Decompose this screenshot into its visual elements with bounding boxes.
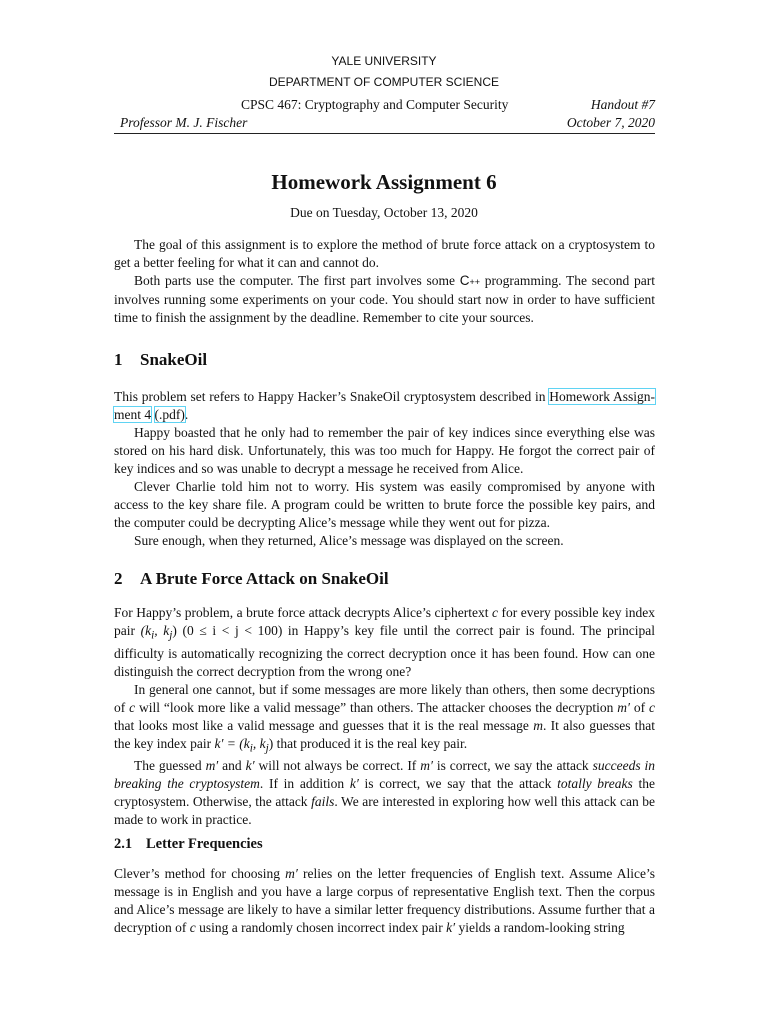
s2-p3-fails: fails <box>311 794 335 810</box>
section-1-heading <box>114 350 207 370</box>
s2-p2-text-a: In general one cannot, but if some messages are more likely than others, then some decryptions of <box>114 681 655 715</box>
subsection-2-1-heading <box>114 836 263 853</box>
university-name: YALE UNIVERSITY <box>331 54 437 68</box>
s2-p1-var-c: c <box>492 605 499 620</box>
s2-p1-text-c: ) (0 ≤ i < j < 100) in Happy’s key file until the correct pair is found. The principal difficulty is automatically recognizing the correct decryption once it has been found. How can one distinguish the correct decryption from the wrong one? <box>114 623 655 679</box>
section-2-paragraph-3 <box>114 757 655 829</box>
cpp-c: C <box>459 273 470 288</box>
s2-p3-text-d: is correct, we say the attack <box>432 758 593 774</box>
section-2-body <box>114 604 655 829</box>
s2-p1-key-pair: ($k_i$, $k_j$ <box>140 623 173 642</box>
cpp-plusplus: ++ <box>469 277 480 287</box>
s2-p3-var-kprime2: k′ <box>349 776 359 792</box>
handout-date: October 7, 2020 <box>566 115 655 130</box>
s21-p1-text-b: relies on the letter frequencies of English text. Assume Alice’s message is in English and you have a large corpus of representative English text. Then the corpus and Alice’s message are likely to have a similar letter frequency distributions. Assume further that a decryption of <box>114 866 655 935</box>
document-title: Homework Assignment 6 <box>271 170 497 194</box>
intro-p2-text-b: programming. The second part involves running some experiments on your code. You should start now in order to have sufficient time to finish the assignment by the deadline. Remember to cite your sources. <box>114 273 655 325</box>
s2-p2-var-mprime: m′ <box>617 699 630 715</box>
handout-number: Handout #7 <box>590 97 655 112</box>
s2-p3-text-a: The guessed <box>134 758 206 774</box>
s2-p3-var-mprime2: m′ <box>420 758 433 774</box>
s2-p2-text-f: ) that produced it is the real key pair. <box>268 735 468 751</box>
subsection-2-1-paragraph-1 <box>114 865 655 937</box>
s2-p2-text-d: that looks most like a valid message and guesses that it is the real message <box>114 717 534 733</box>
s2-p2-kprime-eq: $k' = (k_i$, $k_j$ <box>214 735 269 755</box>
s1-p1-text-a: This problem set refers to Happy Hacker’s SnakeOil cryptosystem described in <box>114 389 550 404</box>
pdf-link[interactable]: (.pdf) <box>154 407 185 422</box>
department-name: DEPARTMENT OF COMPUTER SCIENCE <box>268 75 500 89</box>
s21-p1-var-mprime: m′ <box>285 866 298 881</box>
s21-p1-var-c: c <box>189 920 196 935</box>
s2-p2-text-e: . It also guesses that the key index pair <box>114 717 655 751</box>
s1-p1-text-b: . <box>184 407 189 422</box>
subsection-2-1-number: 2.1 <box>114 836 133 852</box>
section-1-paragraph-2: Happy boasted that he only had to remember the pair of key indices since everything else was stored on his hard disk. Unfortunately, this was too much for Happy. He forgot the correct pair of key indices and so was unable to decrypt a message he received from Alice. <box>114 425 655 476</box>
section-1-number: 1 <box>114 350 123 369</box>
s2-p3-text-h: . We are interested in exploring how well this attack can be made to work in practice. <box>114 794 655 828</box>
section-2-title: A Brute Force Attack on SnakeOil <box>140 569 389 588</box>
section-2-number: 2 <box>114 569 123 588</box>
s2-p2-text-b: will “look more like a valid message” than others. The attacker chooses the decryption <box>135 699 618 715</box>
s2-p2-var-c: c <box>129 699 136 715</box>
s2-p3-var-mprime: m′ <box>205 758 219 774</box>
s2-p3-text-c: will not always be correct. If <box>254 758 421 774</box>
section-2-heading <box>114 569 389 589</box>
s21-p1-text-d: yields a random-looking string <box>455 920 625 935</box>
s21-p1-text-c: using a randomly chosen incorrect index pair <box>195 920 447 935</box>
s2-p1-text-a: For Happy’s problem, a brute force attack decrypts Alice’s ciphertext <box>114 605 493 620</box>
intro-p2-text-a: Both parts use the computer. The first part involves some <box>134 273 460 288</box>
intro-paragraph-1: The goal of this assignment is to explore the method of brute force attack on a cryptosystem to get a better feeling for what it can and cannot do. <box>114 237 655 270</box>
subsection-2-1-body <box>114 865 655 937</box>
homework-4-link[interactable]: Homework Assign-ment 4 <box>114 389 655 422</box>
s2-p3-text-e: . If in addition <box>259 776 350 792</box>
section-1-paragraph-1 <box>114 388 655 424</box>
s2-p3-succeeds: succeeds in breaking the cryptosystem <box>114 758 655 792</box>
s21-p1-text-a: Clever’s method for choosing <box>114 866 286 881</box>
s2-p3-text-b: and <box>218 758 246 774</box>
s2-p3-var-kprime: k′ <box>245 758 255 774</box>
intro-section <box>114 236 655 327</box>
s2-p3-text-g: the cryptosystem. Otherwise, the attack <box>114 776 655 810</box>
course-title: CPSC 467: Cryptography and Computer Security <box>241 97 509 112</box>
professor-name: Professor M. J. Fischer <box>120 115 248 130</box>
cpp-label <box>460 273 480 288</box>
section-1-title: SnakeOil <box>140 350 208 369</box>
intro-paragraph-2 <box>114 272 655 327</box>
s2-p2-var-m: m <box>533 717 543 733</box>
s21-p1-var-kprime: k′ <box>446 920 456 935</box>
section-1-body <box>114 388 655 550</box>
subsection-2-1-title: Letter Frequencies <box>146 836 263 852</box>
header-rule <box>114 133 655 134</box>
s2-p2-var-c2: c <box>648 699 655 715</box>
section-1-paragraph-3: Clever Charlie told him not to worry. His system was easily compromised by anyone with access to the key share file. A program could be written to brute force the possible key pairs, and the computer could be decrypting Alice’s message while they went out for pizza. <box>114 479 655 530</box>
s2-p3-text-f: is correct, we say that the attack <box>358 776 558 792</box>
section-2-paragraph-2 <box>114 681 655 758</box>
s2-p1-text-b: for every possible key index pair <box>114 605 655 638</box>
section-1-paragraph-4: Sure enough, when they returned, Alice’s message was displayed on the screen. <box>134 533 564 548</box>
due-date: Due on Tuesday, October 13, 2020 <box>290 205 478 220</box>
s2-p2-text-c: of <box>629 699 649 715</box>
section-2-paragraph-1 <box>114 604 655 681</box>
s2-p3-totally-breaks: totally breaks <box>557 776 633 792</box>
